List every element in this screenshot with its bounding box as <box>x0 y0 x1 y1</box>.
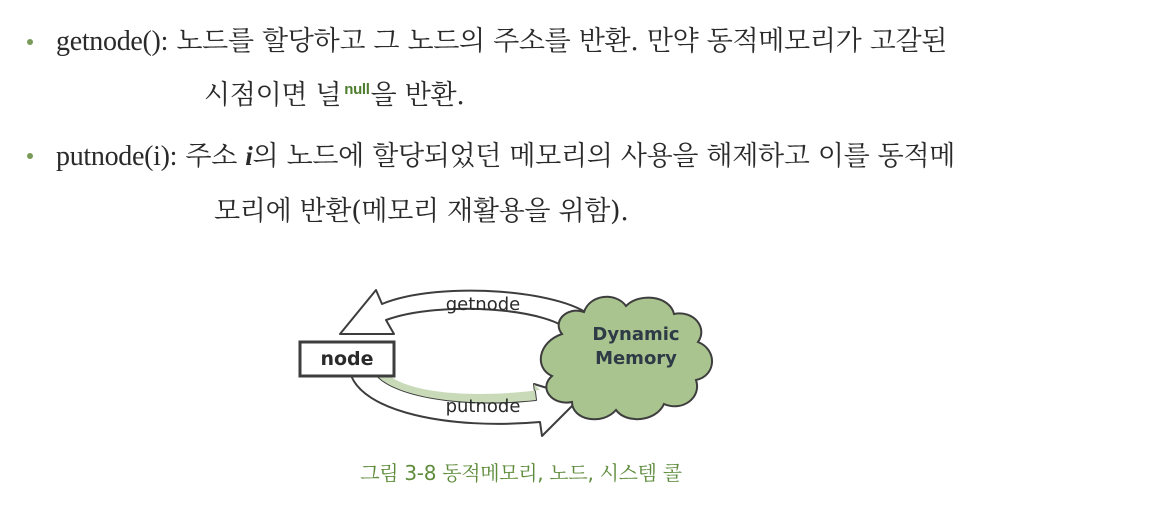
bullet-2-line-2 <box>214 194 629 230</box>
dynamic-memory-diagram <box>290 272 750 446</box>
node-label: node <box>320 348 374 370</box>
getnode-label: getnode <box>445 294 521 315</box>
putnode-label: putnode <box>445 396 521 417</box>
figure-caption: 그림 3-8 동적메모리, 노드, 시스템 콜 <box>360 461 682 485</box>
bullet-2-line-1 <box>56 138 955 175</box>
putnode-variable-i: i <box>245 141 253 171</box>
putnode-term: putnode(i): <box>56 141 178 172</box>
putnode-description-line-2: 모리에 반환(메모리 재활용을 위함). <box>214 196 629 227</box>
bullet-dot-1 <box>24 36 36 48</box>
diagram-svg <box>290 272 750 442</box>
bullet-dot-2 <box>24 150 36 162</box>
memory-label-line-2: Memory <box>595 348 677 369</box>
getnode-description-line-2-end: 을 반환. <box>370 80 465 111</box>
bullet-1-line-1 <box>56 24 947 60</box>
getnode-description-line-1: 노드를 할당하고 그 노드의 주소를 반환. 만약 동적메모리가 고갈된 <box>176 26 948 57</box>
putnode-address-label: 주소 <box>185 141 237 172</box>
getnode-term: getnode(): <box>56 26 169 57</box>
bullet-1-line-2 <box>204 78 465 118</box>
memory-label-line-1: Dynamic <box>592 324 680 345</box>
putnode-description-line-1: 의 노드에 할당되었던 메모리의 사용을 해제하고 이를 동적메 <box>252 141 956 172</box>
getnode-description-line-2: 시점이면 널 <box>204 80 342 111</box>
null-superscript: null <box>344 81 370 98</box>
